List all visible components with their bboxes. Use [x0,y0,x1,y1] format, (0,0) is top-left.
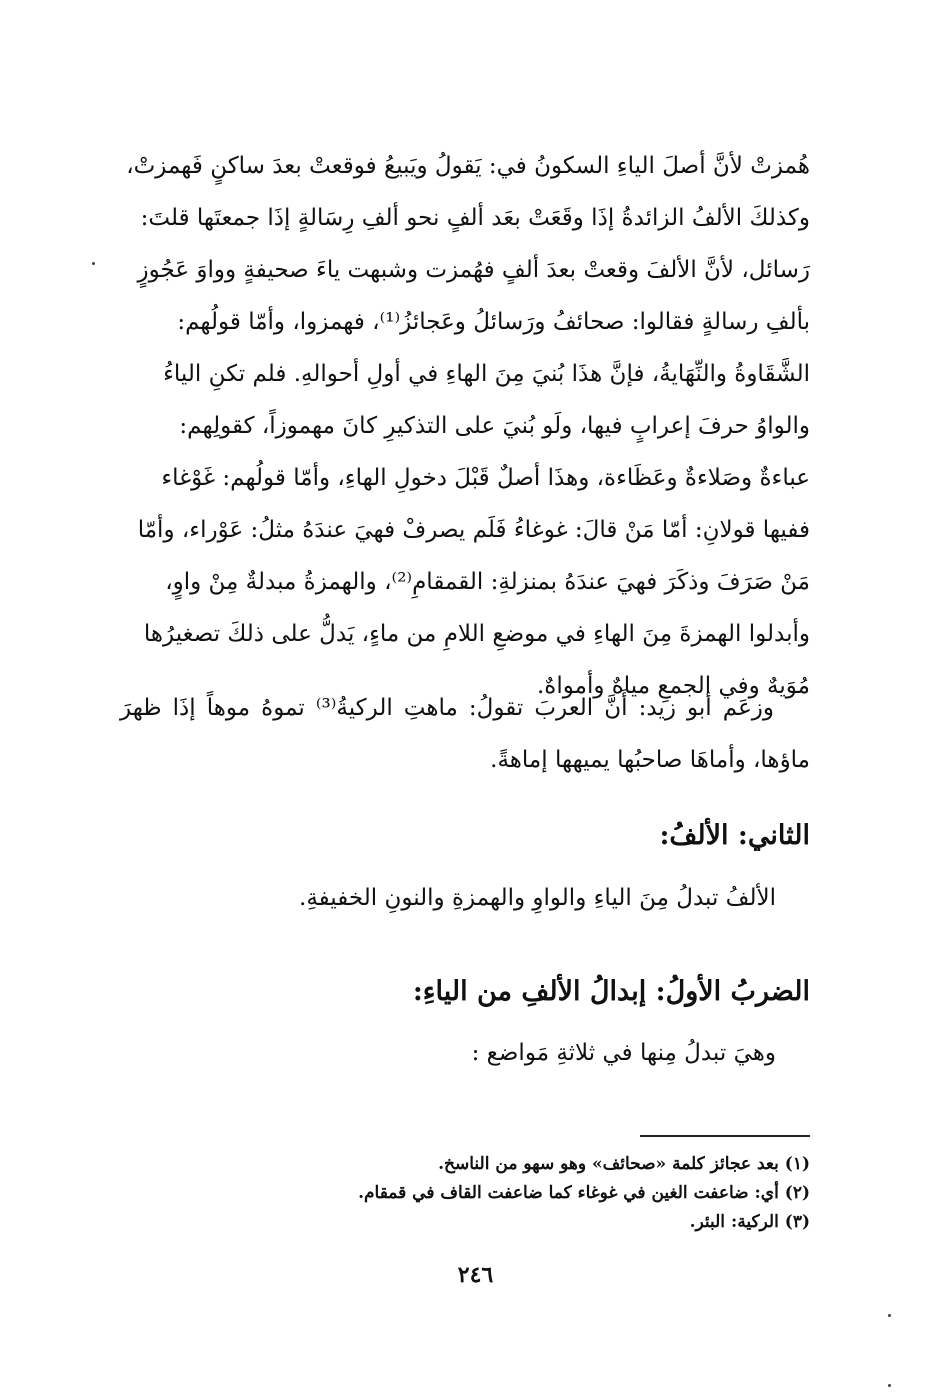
text-line: مُوَيهٌ وفي الجمعِ مياهٌ وأمواهٌ. [536,673,810,699]
scan-speck [888,1384,891,1387]
first-kind-intro-line: وهيَ تبدلُ مِنها في ثلاثةِ مَواضع : [471,1040,776,1066]
alif-intro-line: الألفُ تبدلُ مِنَ الياءِ والواوِ والهمزةِ والنونِ الخفيفةِ. [299,885,776,911]
scan-speck [888,1314,891,1317]
footnote-1: (١) بعد عجائز كلمة «صحائف» وهو سهو من الناسخ. [438,1154,810,1174]
text-line: والواوُ حرفَ إعرابٍ فيها، ولَو بُنيَ على التذكيرِ كانَ مهموزاً، كقولِهم: [179,413,810,439]
section-heading-first-kind: الضربُ الأولُ: إبدالُ الألفِ من الياءِ: [412,976,810,1007]
main-paragraph [120,140,810,712]
footnote-2: (٢) أي: ضاعفت الغين في غوغاء كما ضاعفت القاف في قمقام. [358,1183,810,1203]
text-line: وأبدلوا الهمزةَ مِنَ الهاءِ في موضعِ اللامِ من ماءٍ، يَدلُّ على ذلكَ تصغيرُها [143,621,810,647]
footnotes-list [120,1150,810,1237]
text-line: ففيها قولانِ: أمّا مَنْ قالَ: غوغاءُ فَلَم يصرفْ فهيَ عندَهُ مثلُ: عَوْراء، وأمّا [137,517,810,543]
footnote-divider [640,1135,810,1137]
text-line: مَنْ صَرَفَ وذكَرَ فهيَ عندَهُ بمنزلةِ: القمقامِ⁽²⁾، والهمزةُ مبدلةٌ مِنْ واوٍ، [165,569,810,595]
text-line: هُمزتْ لأنَّ أصلَ الياءِ السكونُ في: يَقولُ ويَبيعُ فوقعتْ بعدَ ساكنٍ فَهمزتْ، [126,153,810,179]
section-heading-alif: الثاني: الألفُ: [659,820,810,851]
text-line: عباءةٌ وصَلاءةٌ وعَظَاءة، وهذَا أصلٌ قَبْلَ دخولِ الهاءِ، وأمّا قولُهم: غَوْغاء [161,465,810,491]
scan-speck [92,262,95,265]
abu-zayd-paragraph: وزعَم أبو زيد: أَنَّ العربَ تقولُ: ماهتِ الركيةُ⁽³⁾ تموهُ موهاً إذَا ظهرَ ماؤها، وأماهَا صاحبُها يميهها إماهةً. [120,695,810,773]
page-number: ٢٤٦ [457,1262,494,1288]
text-line: وكذلكَ الألفُ الزائدةُ إذَا وقَعَتْ بعَد ألفٍ نحو ألفِ رِسَالةٍ إذَا جمعتَها قلتَ: [140,205,810,231]
text-line: بألفِ رسالةٍ فقالوا: صحائفُ ورَسائلُ وعَجائزُ⁽¹⁾، فهمزوا، وأمّا قولُهم: [177,309,810,335]
text-line: رَسائل، لأنَّ الألفَ وقعتْ بعدَ ألفٍ فهُمزت وشبهت ياءَ صحيفةٍ وواوَ عَجُوزٍ [137,257,810,283]
text-line: الشَّقَاوةُ والنِّهَايةُ، فإنَّ هذَا بُنيَ مِنَ الهاءِ في أولِ أحوالهِ. فلم تكنِ الياءُ [163,361,810,387]
footnote-3: (٣) الركية: البئر. [689,1212,810,1232]
